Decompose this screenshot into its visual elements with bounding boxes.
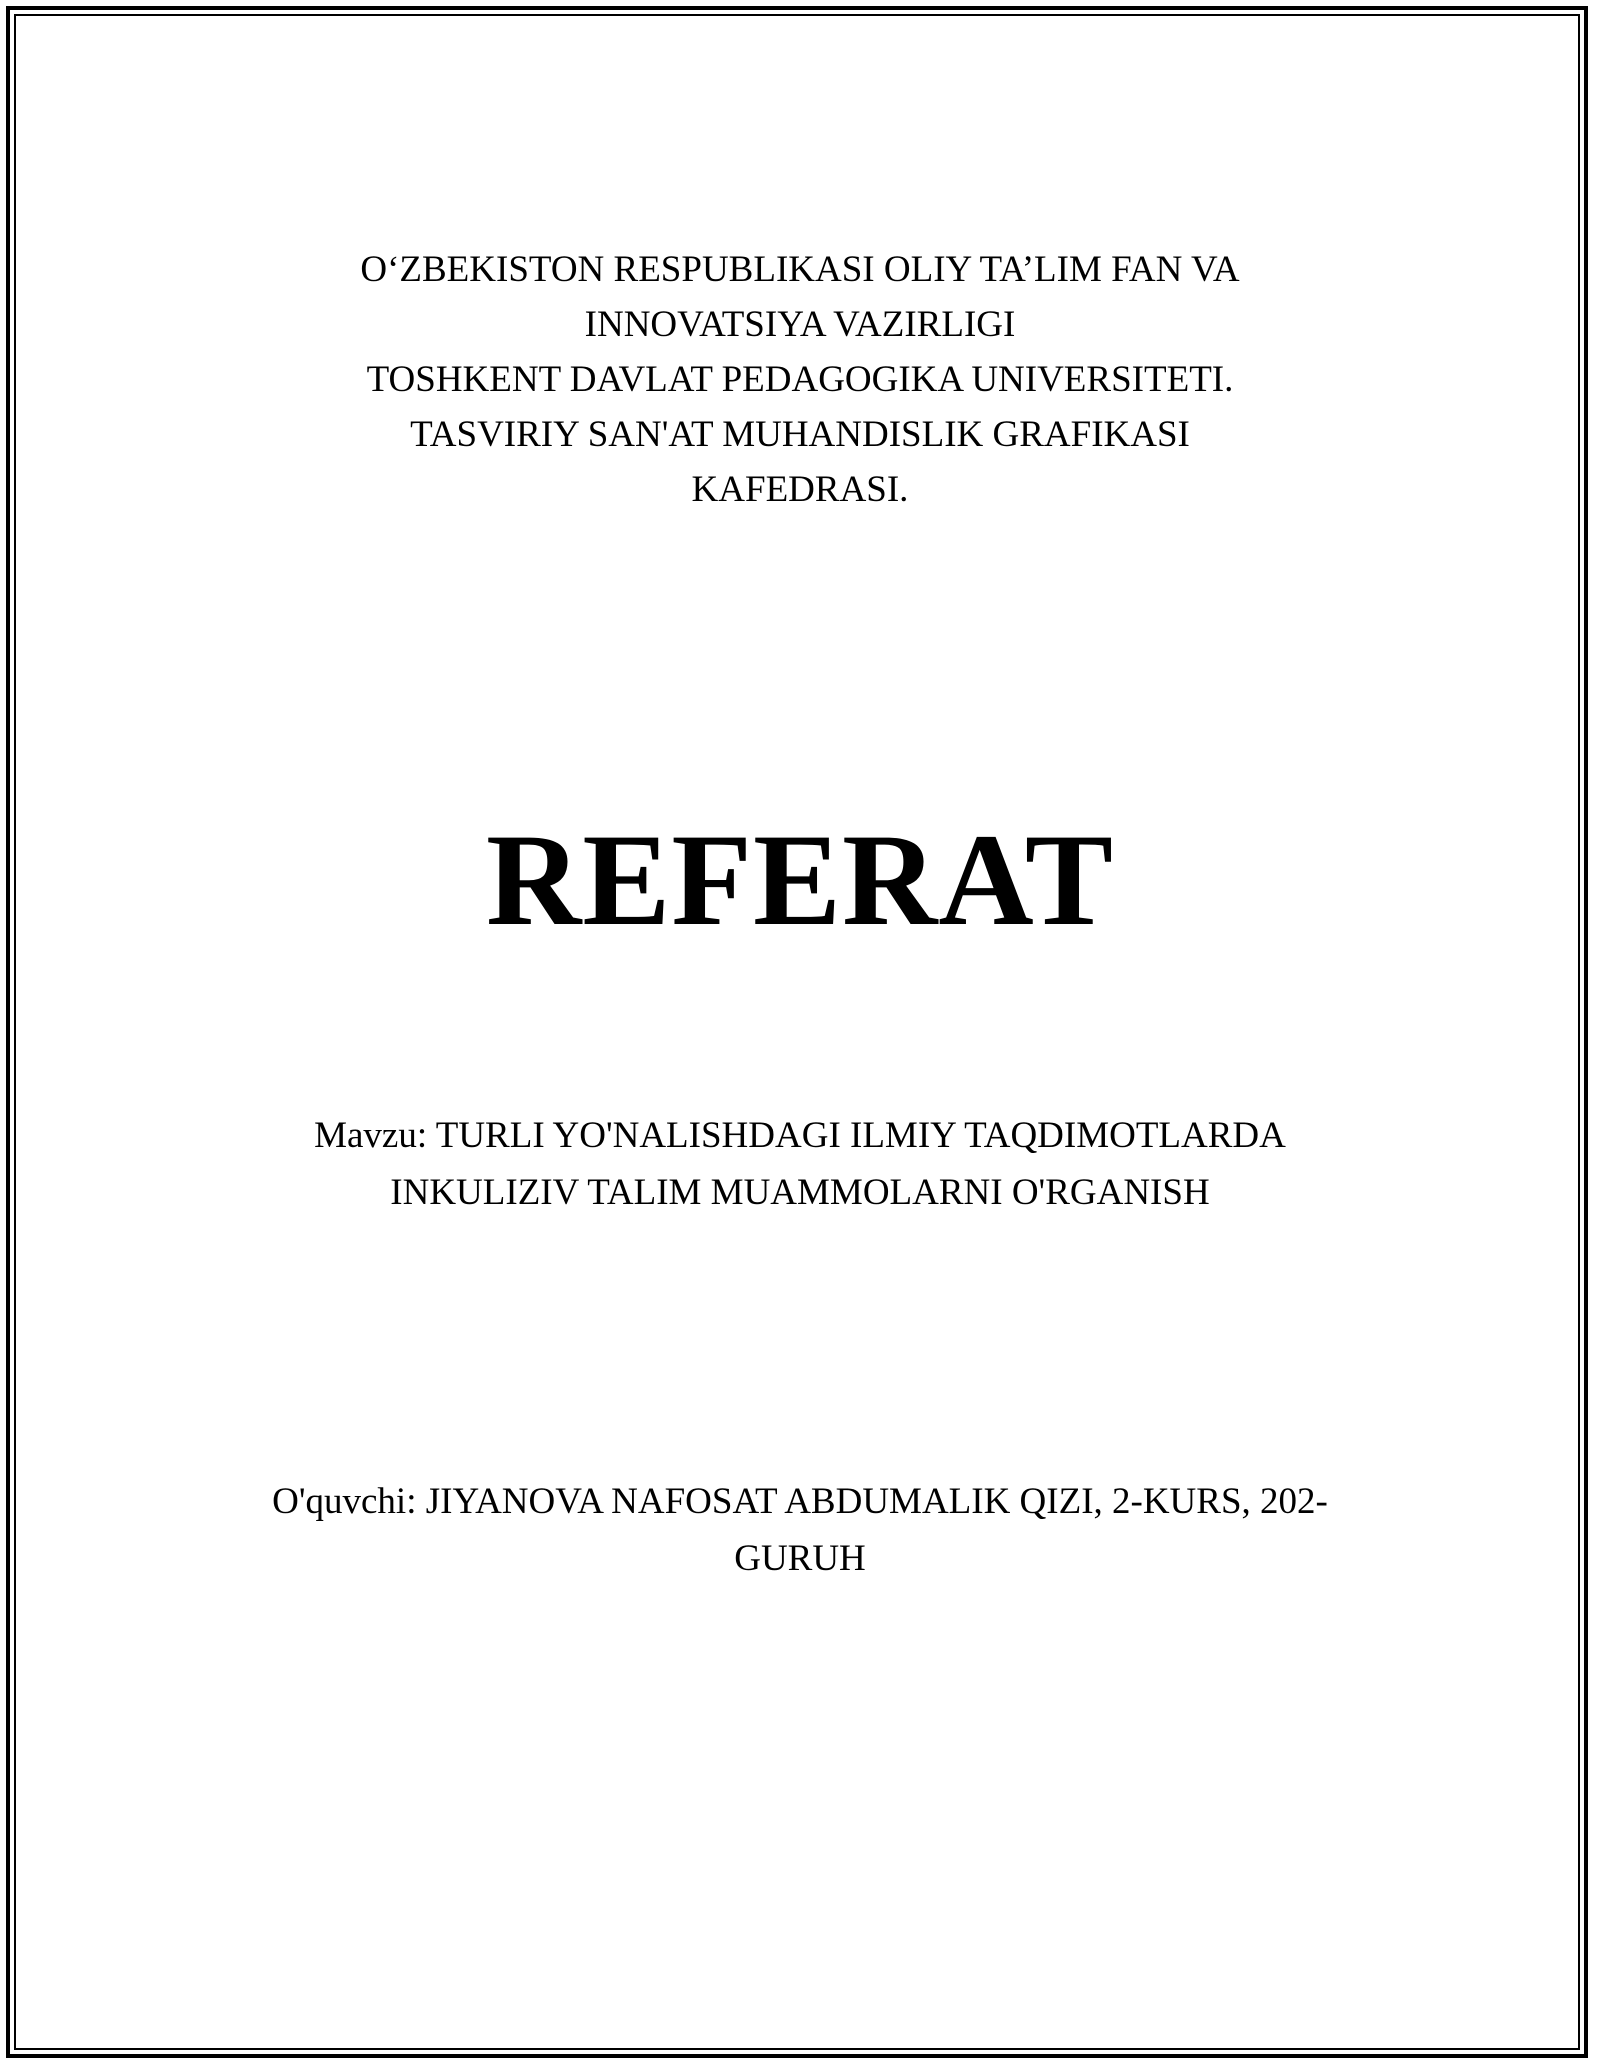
- document-title: REFERAT: [486, 806, 1114, 953]
- header-line: TASVIRIY SAN'AT MUHANDISLIK GRAFIKASI: [410, 414, 1190, 455]
- topic-line: INKULIZIV TALIM MUAMMOLARNI O'RGANISH: [390, 1172, 1210, 1213]
- institution-header: [0, 242, 1600, 517]
- topic-block: [0, 1107, 1600, 1221]
- header-line: O‘ZBEKISTON RESPUBLIKASI OLIY TA’LIM FAN VA: [360, 249, 1240, 290]
- title-block: [0, 800, 1600, 960]
- student-block: [0, 1473, 1600, 1587]
- header-line: INNOVATSIYA VAZIRLIGI: [584, 304, 1016, 345]
- header-line: TOSHKENT DAVLAT PEDAGOGIKA UNIVERSITETI.: [366, 359, 1234, 400]
- topic-line: Mavzu: TURLI YO'NALISHDAGI ILMIY TAQDIMOTLARDA: [314, 1115, 1286, 1156]
- student-line: O'quvchi: JIYANOVA NAFOSAT ABDUMALIK QIZI, 2-KURS, 202-: [272, 1481, 1328, 1522]
- header-line: KAFEDRASI.: [691, 469, 909, 510]
- student-line: GURUH: [734, 1538, 866, 1579]
